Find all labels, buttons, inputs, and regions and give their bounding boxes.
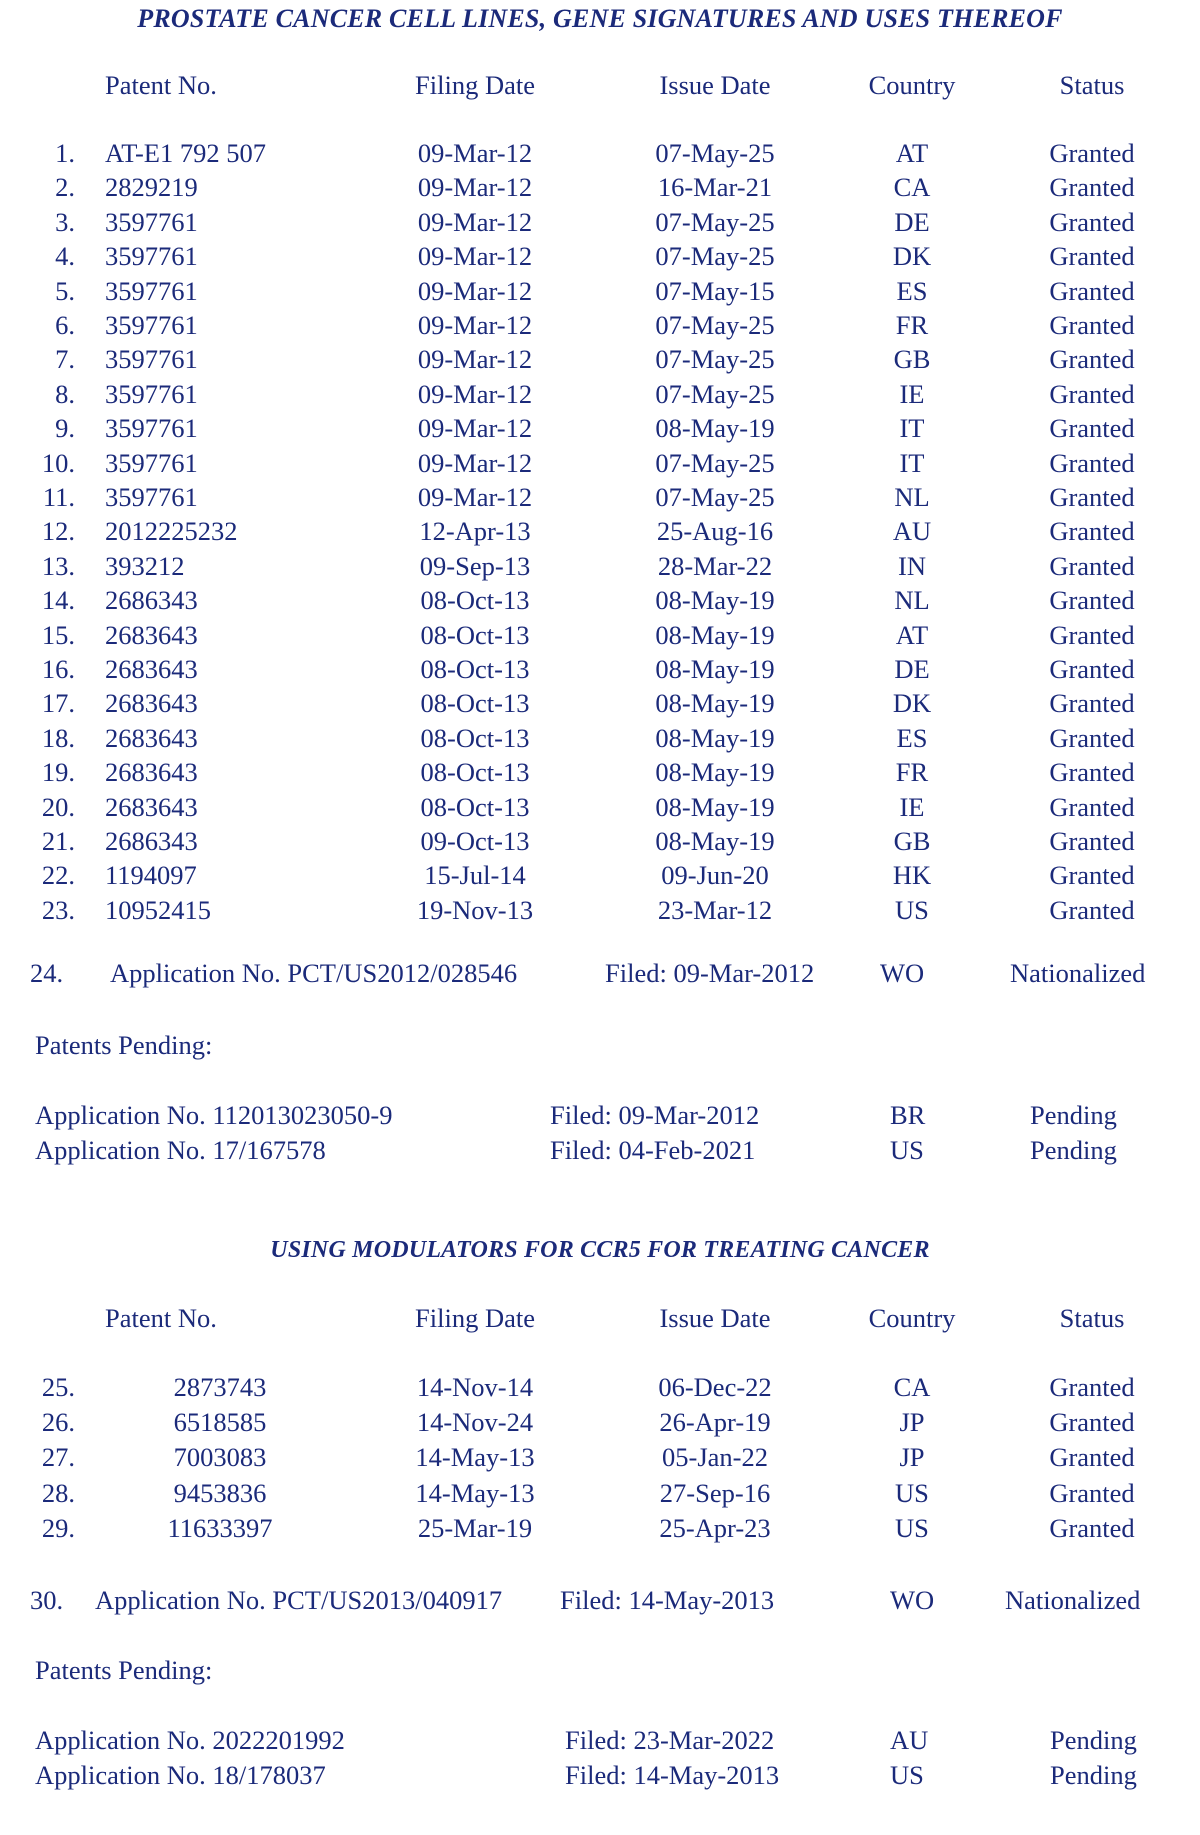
country-code: IE	[899, 792, 925, 822]
row-number: 11.	[42, 482, 75, 512]
filing-date: 09-Sep-13	[419, 551, 531, 581]
header-country: Country	[868, 1303, 956, 1333]
patent-number: 2683643	[105, 654, 198, 684]
row-number: 26.	[41, 1407, 75, 1437]
country-code: ES	[896, 723, 928, 753]
row-number: 4.	[55, 241, 75, 271]
status-text: Granted	[1049, 448, 1135, 478]
filing-date: 09-Mar-12	[417, 276, 533, 306]
issue-date: 08-May-19	[655, 688, 775, 718]
status-text: Granted	[1049, 138, 1135, 168]
row-number: 7.	[55, 344, 75, 374]
issue-date: 25-Apr-23	[659, 1513, 771, 1543]
status-text: Granted	[1049, 516, 1135, 546]
issue-date: 08-May-19	[655, 585, 775, 615]
filing-date: 09-Mar-12	[417, 379, 533, 409]
header-patent-no: Patent No.	[105, 1303, 217, 1333]
status-text: Granted	[1049, 379, 1135, 409]
country-code: US	[895, 1478, 929, 1508]
country-code: DK	[892, 688, 932, 718]
row-number: 2.	[55, 172, 75, 202]
status-text: Granted	[1049, 1442, 1135, 1472]
row-number: 25.	[41, 1372, 75, 1402]
row-number: 13.	[41, 551, 75, 581]
status-text: Granted	[1049, 654, 1135, 684]
row-number: 6.	[55, 310, 75, 340]
row-number: 9.	[55, 413, 75, 443]
header-issue-date: Issue Date	[659, 1303, 771, 1333]
row-number: 27.	[41, 1442, 75, 1472]
patent-number: 2873743	[173, 1372, 267, 1402]
status-text: Granted	[1049, 413, 1135, 443]
pending-country: AU	[890, 1725, 929, 1755]
patent-number: 3597761	[105, 241, 198, 271]
patent-number: 7003083	[173, 1442, 267, 1472]
issue-date: 23-Mar-12	[657, 895, 773, 925]
issue-date: 27-Sep-16	[659, 1478, 771, 1508]
filing-date: 14-May-13	[415, 1478, 535, 1508]
status-text: Granted	[1049, 310, 1135, 340]
row-number: 18.	[41, 723, 75, 753]
pending-status: Pending	[1030, 1100, 1117, 1130]
status-text: Granted	[1049, 1513, 1135, 1543]
status-text: Granted	[1049, 241, 1135, 271]
filing-date: 09-Mar-12	[417, 138, 533, 168]
pct-application-number: Application No. PCT/US2012/028546	[110, 958, 518, 988]
row-number: 17.	[41, 688, 75, 718]
country-code: ES	[896, 276, 928, 306]
filing-date: 14-Nov-14	[416, 1372, 534, 1402]
issue-date: 07-May-25	[655, 241, 775, 271]
filing-date: 09-Oct-13	[420, 826, 530, 856]
row-number: 10.	[41, 448, 75, 478]
patent-number: 3597761	[105, 276, 198, 306]
patent-number: 2683643	[105, 620, 198, 650]
patent-number: 3597761	[105, 413, 198, 443]
filing-date: 08-Oct-13	[420, 654, 530, 684]
pending-status: Pending	[1050, 1760, 1137, 1790]
status-text: Granted	[1049, 207, 1135, 237]
pct-country: WO	[890, 1585, 935, 1615]
issue-date: 09-Jun-20	[661, 860, 769, 890]
patent-number: 2683643	[105, 757, 198, 787]
country-code: AT	[895, 138, 929, 168]
issue-date: 07-May-25	[655, 138, 775, 168]
patent-number: 3597761	[105, 379, 198, 409]
status-text: Granted	[1049, 551, 1135, 581]
issue-date: 07-May-25	[655, 310, 775, 340]
country-code: AU	[892, 516, 932, 546]
row-number: 1.	[55, 138, 75, 168]
issue-date: 08-May-19	[655, 792, 775, 822]
filing-date: 09-Mar-12	[417, 207, 533, 237]
status-text: Granted	[1049, 1478, 1135, 1508]
pending-country: US	[890, 1135, 924, 1165]
status-text: Granted	[1049, 1407, 1135, 1437]
filing-date: 08-Oct-13	[420, 757, 530, 787]
row-number: 3.	[55, 207, 75, 237]
pct-application-number: Application No. PCT/US2013/040917	[95, 1585, 503, 1615]
patent-number: 10952415	[105, 895, 211, 925]
pct-country: WO	[880, 958, 925, 988]
pct-filed-date: Filed: 09-Mar-2012	[605, 958, 815, 988]
patent-number: 2683643	[105, 723, 198, 753]
status-text: Granted	[1049, 860, 1135, 890]
filing-date: 08-Oct-13	[420, 792, 530, 822]
status-text: Granted	[1049, 482, 1135, 512]
filing-date: 09-Mar-12	[417, 413, 533, 443]
country-code: GB	[893, 344, 931, 374]
row-number: 12.	[41, 516, 75, 546]
filing-date: 09-Mar-12	[417, 344, 533, 374]
patent-number: 2686343	[105, 585, 198, 615]
issue-date: 08-May-19	[655, 620, 775, 650]
status-text: Granted	[1049, 688, 1135, 718]
row-number: 16.	[41, 654, 75, 684]
status-text: Granted	[1049, 172, 1135, 202]
header-filing-date: Filing Date	[415, 1303, 535, 1333]
filing-date: 09-Mar-12	[417, 172, 533, 202]
filing-date: 15-Jul-14	[424, 860, 526, 890]
country-code: CA	[893, 172, 931, 202]
patent-number: 3597761	[105, 482, 198, 512]
status-text: Granted	[1049, 826, 1135, 856]
issue-date: 06-Dec-22	[658, 1372, 772, 1402]
pending-application-number: Application No. 112013023050-9	[35, 1100, 393, 1130]
status-text: Granted	[1049, 895, 1135, 925]
filing-date: 09-Mar-12	[417, 448, 533, 478]
patent-number: 1194097	[105, 860, 197, 890]
country-code: DE	[894, 207, 930, 237]
issue-date: 28-Mar-22	[657, 551, 773, 581]
status-text: Granted	[1049, 585, 1135, 615]
pending-status: Pending	[1030, 1135, 1117, 1165]
row-number: 8.	[55, 379, 75, 409]
issue-date: 08-May-19	[655, 654, 775, 684]
header-status: Status	[1059, 1303, 1125, 1333]
issue-date: 08-May-19	[655, 413, 775, 443]
row-number: 20.	[41, 792, 75, 822]
pct-filed-date: Filed: 14-May-2013	[560, 1585, 775, 1615]
country-code: DE	[894, 654, 930, 684]
issue-date: 08-May-19	[655, 757, 775, 787]
patent-number: 3597761	[105, 344, 198, 374]
header-patent-no: Patent No.	[105, 70, 217, 100]
status-text: Granted	[1049, 792, 1135, 822]
patents-pending-label: Patents Pending:	[35, 1030, 213, 1060]
section-title: USING MODULATORS FOR CCR5 FOR TREATING CANCER	[270, 1237, 930, 1263]
pending-status: Pending	[1050, 1725, 1137, 1755]
country-code: IN	[898, 551, 926, 581]
row-number: 19.	[41, 757, 75, 787]
country-code: IT	[899, 448, 925, 478]
status-text: Granted	[1049, 620, 1135, 650]
row-number: 15.	[41, 620, 75, 650]
header-status: Status	[1059, 70, 1125, 100]
filing-date: 19-Nov-13	[416, 895, 534, 925]
country-code: CA	[893, 1372, 931, 1402]
issue-date: 07-May-25	[655, 344, 775, 374]
pending-filed-date: Filed: 04-Feb-2021	[550, 1135, 756, 1165]
pending-application-number: Application No. 17/167578	[35, 1135, 326, 1165]
country-code: US	[895, 895, 929, 925]
status-text: Granted	[1049, 344, 1135, 374]
header-country: Country	[868, 70, 956, 100]
patent-number: 2683643	[105, 688, 198, 718]
country-code: JP	[899, 1407, 925, 1437]
country-code: HK	[892, 860, 932, 890]
issue-date: 08-May-19	[655, 723, 775, 753]
issue-date: 08-May-19	[655, 826, 775, 856]
issue-date: 07-May-25	[655, 448, 775, 478]
filing-date: 12-Apr-13	[419, 516, 531, 546]
issue-date: 07-May-25	[655, 207, 775, 237]
filing-date: 08-Oct-13	[420, 620, 530, 650]
patent-number: 9453836	[173, 1478, 267, 1508]
issue-date: 26-Apr-19	[659, 1407, 771, 1437]
issue-date: 07-May-15	[655, 276, 775, 306]
country-code: AT	[895, 620, 929, 650]
country-code: DK	[892, 241, 932, 271]
header-filing-date: Filing Date	[415, 70, 535, 100]
filing-date: 08-Oct-13	[420, 585, 530, 615]
patent-number: 2829219	[105, 172, 198, 202]
patent-number: 2012225232	[105, 516, 238, 546]
patent-number: 3597761	[105, 310, 198, 340]
country-code: GB	[893, 826, 931, 856]
issue-date: 05-Jan-22	[662, 1442, 768, 1472]
filing-date: 08-Oct-13	[420, 723, 530, 753]
patent-number: 6518585	[173, 1407, 267, 1437]
row-number: 22.	[41, 860, 75, 890]
country-code: FR	[895, 757, 929, 787]
pct-status: Nationalized	[1010, 958, 1146, 988]
patent-number: 11633397	[167, 1513, 273, 1543]
pct-row-number: 24.	[30, 958, 64, 988]
filing-date: 09-Mar-12	[417, 482, 533, 512]
row-number: 28.	[41, 1478, 75, 1508]
pending-country: BR	[890, 1100, 926, 1130]
filing-date: 09-Mar-12	[417, 241, 533, 271]
patent-number: 3597761	[105, 448, 198, 478]
country-code: NL	[894, 585, 930, 615]
patents-pending-label: Patents Pending:	[35, 1655, 213, 1685]
status-text: Granted	[1049, 1372, 1135, 1402]
pending-country: US	[890, 1760, 924, 1790]
filing-date: 25-Mar-19	[417, 1513, 533, 1543]
filing-date: 14-Nov-24	[416, 1407, 534, 1437]
pending-application-number: Application No. 18/178037	[35, 1760, 326, 1790]
section-title: PROSTATE CANCER CELL LINES, GENE SIGNATURES AND USES THEREOF	[137, 4, 1063, 33]
filing-date: 09-Mar-12	[417, 310, 533, 340]
row-number: 29.	[41, 1513, 75, 1543]
pending-filed-date: Filed: 09-Mar-2012	[550, 1100, 760, 1130]
patent-number: 2686343	[105, 826, 198, 856]
issue-date: 07-May-25	[655, 379, 775, 409]
row-number: 21.	[41, 826, 75, 856]
filing-date: 08-Oct-13	[420, 688, 530, 718]
pending-filed-date: Filed: 14-May-2013	[565, 1760, 780, 1790]
patent-number: 3597761	[105, 207, 198, 237]
pending-filed-date: Filed: 23-Mar-2022	[565, 1725, 775, 1755]
pct-row-number: 30.	[30, 1585, 64, 1615]
country-code: IT	[899, 413, 925, 443]
status-text: Granted	[1049, 723, 1135, 753]
patent-number: 2683643	[105, 792, 198, 822]
country-code: FR	[895, 310, 929, 340]
country-code: US	[895, 1513, 929, 1543]
country-code: JP	[899, 1442, 925, 1472]
issue-date: 07-May-25	[655, 482, 775, 512]
patent-number: AT-E1 792 507	[105, 138, 266, 168]
patent-number: 393212	[105, 551, 185, 581]
pending-application-number: Application No. 2022201992	[35, 1725, 345, 1755]
filing-date: 14-May-13	[415, 1442, 535, 1472]
issue-date: 25-Aug-16	[656, 516, 774, 546]
status-text: Granted	[1049, 757, 1135, 787]
country-code: IE	[899, 379, 925, 409]
country-code: NL	[894, 482, 930, 512]
row-number: 14.	[41, 585, 75, 615]
pct-status: Nationalized	[1005, 1585, 1141, 1615]
row-number: 5.	[55, 276, 75, 306]
row-number: 23.	[41, 895, 75, 925]
status-text: Granted	[1049, 276, 1135, 306]
header-issue-date: Issue Date	[659, 70, 771, 100]
issue-date: 16-Mar-21	[657, 172, 773, 202]
